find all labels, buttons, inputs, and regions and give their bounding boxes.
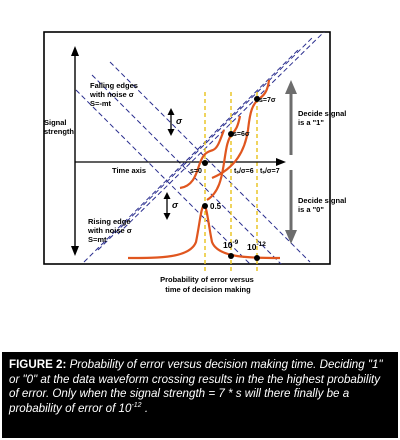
bottom-caption: Probability of error versus time of decision making — [160, 275, 254, 294]
decide-zero-label: Decide signal is a "0" — [298, 196, 347, 214]
sigma-label-lower: σ — [172, 200, 178, 210]
label-s7: s=7σ — [259, 97, 276, 104]
signal-axis-label: Signal strength — [44, 118, 74, 136]
sigma-label-upper: σ — [176, 116, 182, 126]
peak-dot — [202, 203, 208, 209]
label-ts7: tₛ/σ=7 — [260, 168, 280, 175]
noise-band-lines — [76, 30, 326, 282]
label-ts6: tₛ/σ=6 — [234, 168, 254, 175]
sigma-arrow-upper — [168, 108, 175, 136]
label-probability-10-12: $10^{-12}$ — [247, 241, 266, 252]
label-s0: s=0 — [190, 168, 202, 175]
figure-caption-text: Probability of error versus decision making time. Deciding "1" or "0" at the data waveform crossing results in the the highest probability of error. Only when the signal strength = 7 * s will there finally be a probability of error of 10 — [9, 358, 383, 415]
sigma-arrow-lower — [164, 192, 171, 220]
diagram-frame — [44, 32, 330, 264]
marker-dot-s0 — [202, 160, 208, 166]
label-probability-10-9: $10^{-9}$ — [223, 239, 239, 250]
decide-one-arrow — [285, 80, 297, 155]
label-s6: s=6σ — [233, 131, 250, 138]
figure-label: FIGURE 2: — [9, 358, 67, 371]
time-axis-label: Time axis — [112, 166, 147, 175]
time-axis — [75, 158, 286, 166]
decide-one-label: Decide signal is a "1" — [298, 109, 347, 127]
figure-caption — [2, 352, 398, 438]
error-dot-10-12 — [254, 255, 260, 261]
error-dot-10-9 — [228, 253, 234, 259]
caption-end: . — [144, 401, 149, 415]
label-peak-probability: 0.5 — [210, 202, 222, 211]
signal-strength-axis — [71, 46, 79, 256]
decide-zero-arrow — [285, 170, 297, 244]
caption-exponent: -12 — [131, 401, 142, 409]
rising-edge-label: Rising edge with noise σ S=mt — [88, 217, 132, 244]
falling-edge-label: Falling edges with noise σ S=-mt — [90, 81, 138, 108]
